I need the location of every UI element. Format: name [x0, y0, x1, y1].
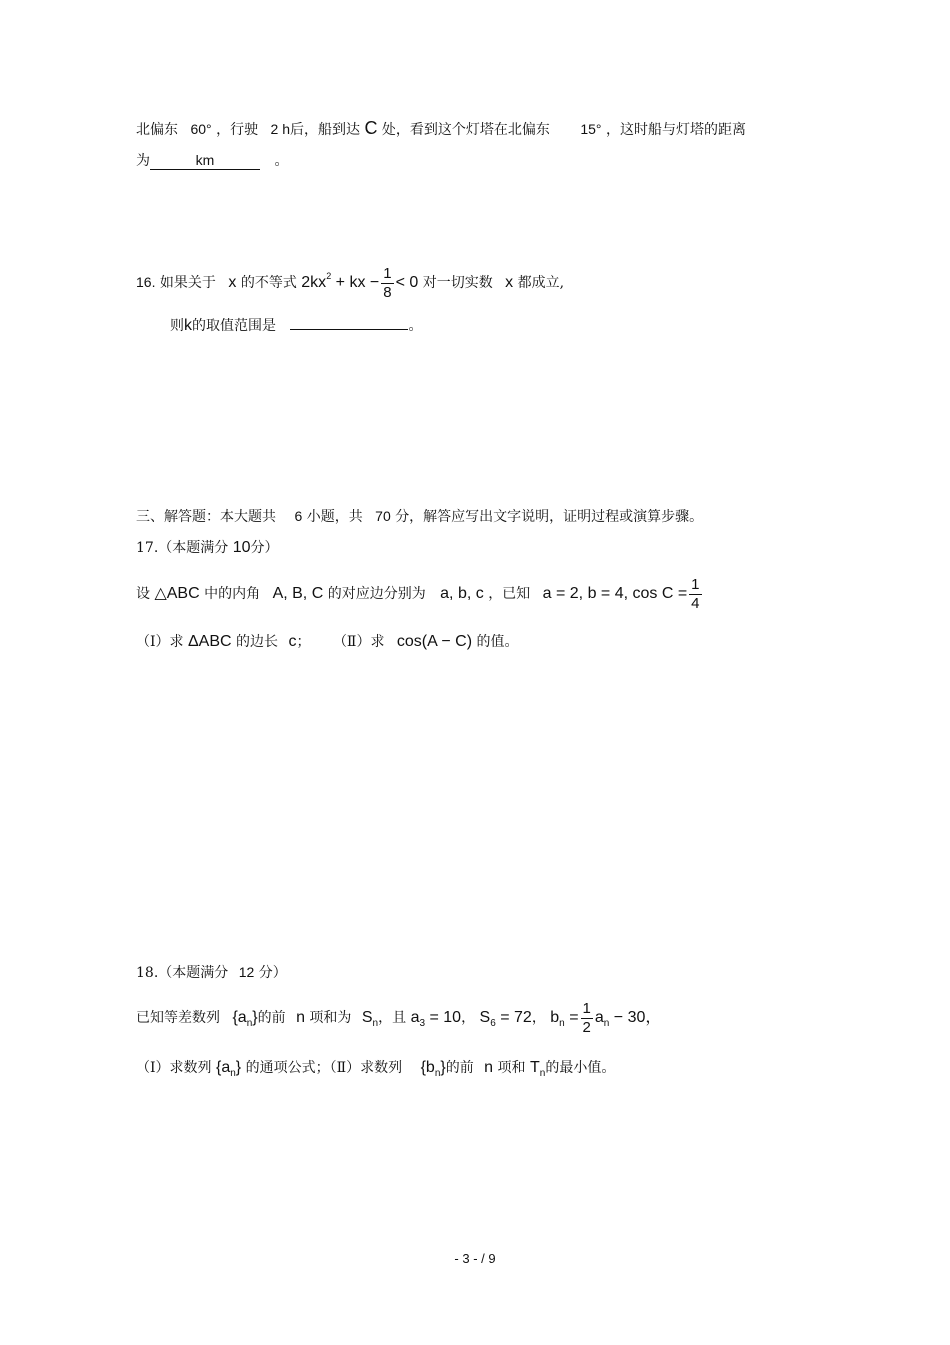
- q17-statement: 设 △ABC 中的内角 A, B, C 的对应边分别为 a, b, c ，已知 a = 2, b = 4, cos C = $\frac{1}{4}$: [136, 575, 700, 612]
- q17-header: 17.（本题满分 10分）: [136, 539, 279, 556]
- q15-answer-blank: km: [150, 151, 260, 170]
- q15-line2: 为 km 。: [136, 152, 289, 169]
- q18-statement: 已知等差数列 $\{a_n\}$的前 n 项和为 $S_n$，且 $a_3 = 10$， $S_6 = 72$， $b_n$ = $\frac{1}{2}$ $a_n - 30$，: [136, 999, 662, 1036]
- q16-line1: 16. 如果关于 x 的不等式 $2kx^2$ + kx − $\frac{1}{8}$ < 0 对一切实数 x 都成立,: [136, 264, 565, 301]
- q16-answer-blank: [290, 311, 408, 330]
- page-number: - 3 - / 9: [454, 1251, 496, 1266]
- q15-line1: 北偏东 60° ，行驶 2 h后，船到达 C 处，看到这个灯塔在北偏东 15° ，这时船与灯塔的距离: [136, 118, 746, 138]
- q18-header: 18.（本题满分 12 分）: [136, 964, 287, 981]
- q18-seq-a: $\{a_n\}$: [232, 1009, 258, 1029]
- q16-expression: $2kx^2$ + kx −: [301, 271, 380, 291]
- q16-line2: 则k的取值范围是 。: [170, 311, 422, 336]
- section3-heading: 三、解答题：本大题共 6 小题，共 70 分，解答应写出文字说明，证明过程或演算步骤。: [136, 508, 704, 525]
- q17-parts: （Ⅰ）求 ΔABC 的边长 c； （Ⅱ）求 cos(A − C) 的值。: [136, 633, 519, 650]
- q18-fraction: $\frac{1}{2}$: [582, 999, 591, 1036]
- q16-fraction: $\frac{1}{8}$: [383, 264, 392, 301]
- q17-fraction: $\frac{1}{4}$: [691, 575, 700, 612]
- q18-parts: （Ⅰ）求数列 $\{a_n\}$ 的通项公式；（Ⅱ）求数列 $\{b_n\}$的前 n 项和 $T_n$的最小值。: [136, 1059, 616, 1079]
